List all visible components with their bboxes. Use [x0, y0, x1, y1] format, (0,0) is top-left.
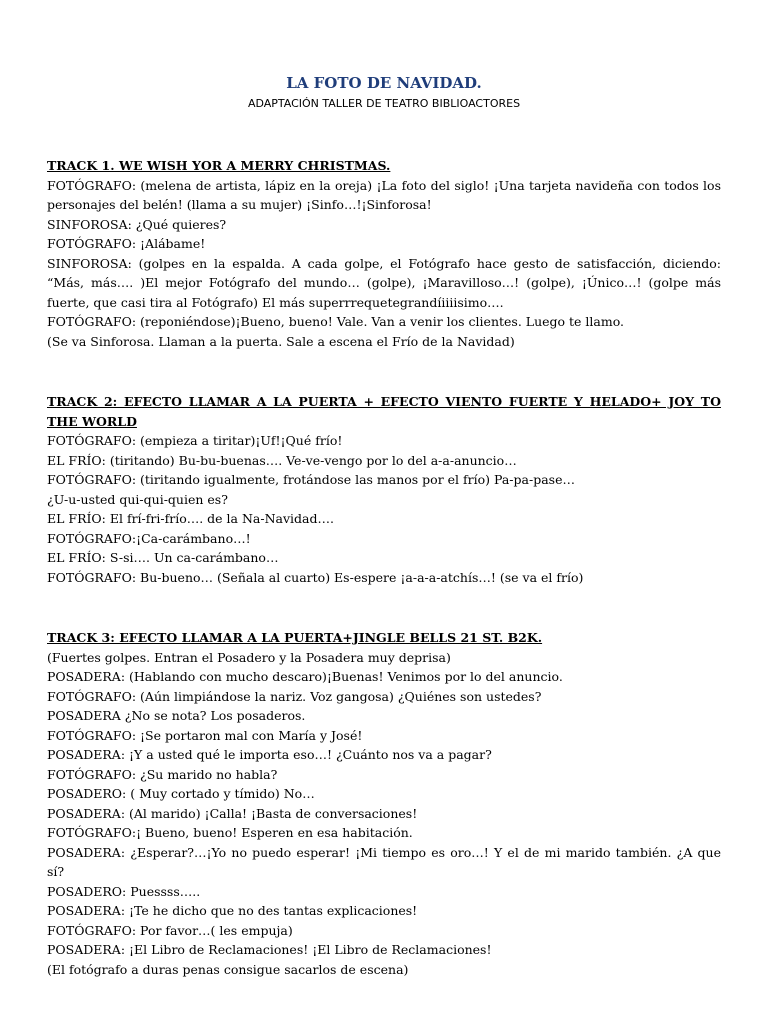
dialogue-line: FOTÓGRAFO:¡Ca-carámbano…!: [47, 530, 251, 546]
dialogue-line: POSADERA: ¡Te he dicho que no des tantas explicaciones!: [47, 903, 418, 918]
track-3-heading: TRACK 3: EFECTO LLAMAR A LA PUERTA+JINGLE BELLS 21 ST. B2K.: [47, 630, 543, 645]
dialogue-line: FOTÓGRAFO: Por favor…( les empuja): [47, 922, 293, 938]
dialogue-line: FOTÓGRAFO: Bu-bueno… (Señala al cuarto) Es-espere ¡a-a-a-atchís…! (se va el frío): [47, 569, 584, 585]
dialogue-line: POSADERO: ( Muy cortado y tímido) No…: [47, 786, 315, 801]
track-1-section: [47, 156, 721, 351]
dialogue-line: FOTÓGRAFO:¡ Bueno, bueno! Esperen en esa habitación.: [47, 825, 413, 840]
track-2-heading: TRACK 2: EFECTO LLAMAR A LA PUERTA + EFECTO VIENTO FUERTE Y HELADO+ JOY TO THE WORLD: [47, 394, 721, 429]
dialogue-line: SINFOROSA: ¿Qué quieres?: [47, 216, 227, 232]
dialogue-line: EL FRÍO: S-si…. Un ca-carámbano…: [47, 550, 279, 565]
document-title: LA FOTO DE NAVIDAD.: [286, 74, 482, 92]
dialogue-line: EL FRÍO: El frí-fri-frío…. de la Na-Navidad….: [47, 511, 334, 526]
dialogue-line: POSADERA: ¿Esperar?…¡Yo no puedo esperar! ¡Mi tiempo es oro…! Y el de mi marido también. ¿A que sí?: [47, 844, 721, 879]
dialogue-line: FOTÓGRAFO: ¿Su marido no habla?: [47, 766, 278, 782]
dialogue-line: (Fuertes golpes. Entran el Posadero y la Posadera muy deprisa): [47, 649, 451, 665]
dialogue-line: (Se va Sinforosa. Llaman a la puerta. Sale a escena el Frío de la Navidad): [47, 333, 515, 349]
dialogue-line: (El fotógrafo a duras penas consigue sacarlos de escena): [47, 961, 409, 977]
dialogue-line: POSADERA: ¡Y a usted qué le importa eso…! ¿Cuánto nos va a pagar?: [47, 747, 492, 762]
track-3-section: [47, 628, 721, 979]
dialogue-line: POSADERA ¿No se nota? Los posaderos.: [47, 708, 306, 723]
dialogue-line: FOTÓGRAFO: (Aún limpiándose la nariz. Voz gangosa) ¿Quiénes son ustedes?: [47, 688, 542, 704]
track-1-heading: TRACK 1. WE WISH YOR A MERRY CHRISTMAS.: [47, 158, 391, 173]
document-subtitle: ADAPTACIÓN TALLER DE TEATRO BIBLIOACTORES: [247, 97, 521, 110]
dialogue-line: EL FRÍO: (tiritando) Bu-bu-buenas…. Ve-ve-vengo por lo del a-a-anuncio…: [47, 452, 517, 468]
track-2-section: [47, 392, 721, 587]
dialogue-line: FOTÓGRAFO: (empieza a tiritar)¡Uf!¡Qué frío!: [47, 433, 343, 448]
dialogue-line: FOTÓGRAFO: ¡Alábame!: [47, 236, 206, 251]
dialogue-line: SINFOROSA: (golpes en la espalda. A cada golpe, el Fotógrafo hace gesto de satisfacción, diciendo: “Más, más…. )El mejor Fotógrafo del mundo… (golpe), ¡Maravilloso…! (golpe), ¡Único…! (golpe más fuerte, que casi tira al Fotógrafo) El más superrrequetegrandíiiiisimo….: [47, 255, 721, 310]
dialogue-line: ¿U-u-usted qui-qui-quien es?: [47, 491, 228, 507]
dialogue-line: POSADERA: ¡El Libro de Reclamaciones! ¡El Libro de Reclamaciones!: [47, 942, 492, 957]
dialogue-line: FOTÓGRAFO: (tiritando igualmente, frotándose las manos por el frío) Pa-pa-pase…: [47, 472, 575, 487]
dialogue-line: POSADERA: (Al marido) ¡Calla! ¡Basta de conversaciones!: [47, 805, 418, 821]
dialogue-line: FOTÓGRAFO: ¡Se portaron mal con María y José!: [47, 727, 363, 743]
dialogue-line: POSADERO: Puessss…..: [47, 883, 201, 899]
dialogue-line: FOTÓGRAFO: (melena de artista, lápiz en la oreja) ¡La foto del siglo! ¡Una tarjeta navideña con todos los personajes del belén! (llama a su mujer) ¡Sinfo…!¡Sinforosa!: [47, 177, 721, 212]
dialogue-line: POSADERA: (Hablando con mucho descaro)¡Buenas! Venimos por lo del anuncio.: [47, 669, 563, 684]
dialogue-line: FOTÓGRAFO: (reponiéndose)¡Bueno, bueno! Vale. Van a venir los clientes. Luego te llamo.: [47, 314, 625, 329]
